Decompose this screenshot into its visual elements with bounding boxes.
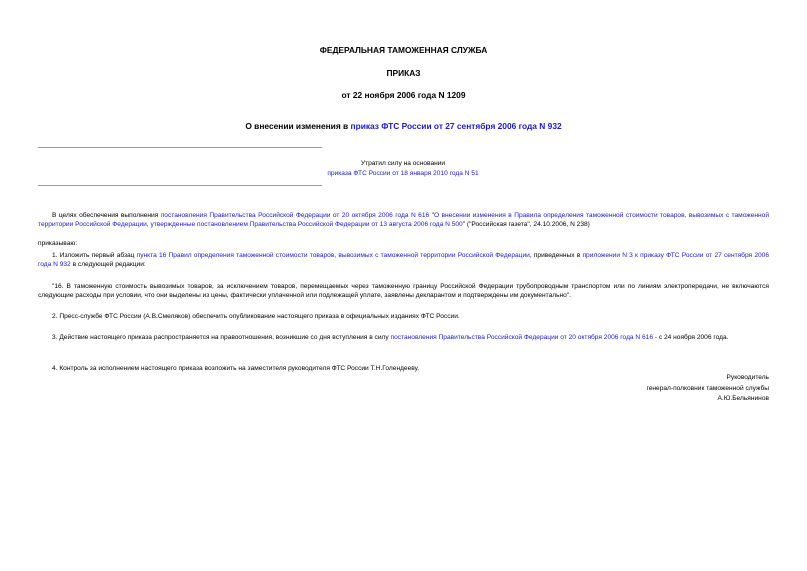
signature-position: Руководитель [726, 374, 769, 381]
government-decree-616-link[interactable]: постановления Правительства Российской Федерации от 20 октября 2006 года N 616 [160, 212, 430, 219]
preamble-paragraph [38, 211, 769, 229]
lost-force-text: Утратил силу на основании [360, 160, 446, 167]
item-3-text-2: - с 24 ноября 2006 года. [653, 334, 729, 341]
preamble-text-3: " ("Российская газета", 24.10.2006, N 238) [462, 221, 590, 228]
item-2-paragraph: 2. Пресс-службе ФТС России (А.В.Смеляков) обеспечить опубликование настоящего приказа в официальных изданиях ФТС России. [52, 313, 460, 320]
item-1-text-2: , приведенных в [529, 252, 583, 259]
document-type-title: ПРИКАЗ [386, 68, 421, 78]
item-3-decree-616-link[interactable]: постановления Правительства Российской Федерации от 20 октября 2006 года N 616 [390, 334, 654, 341]
subject-order-link[interactable]: приказ ФТС России от 27 сентября 2006 года N 932 [350, 121, 562, 131]
order-word: приказываю: [38, 240, 78, 247]
lost-force-notice [290, 159, 516, 179]
quoted-paragraph: "16. В таможенную стоимость вывозимых товаров, за исключением товаров, перемещаемых через таможенную границу Российской Федерации трубопроводным транспортом или по линиям электропередачи, не включаются следующие расходы при условии, что они выделены из цены, фактически уплаченной или подлежащей уплате, заявлены декларантом и подтверждены им документально". [38, 283, 769, 299]
decree-amendment-link[interactable]: О внесении изменения в Правила определения таможенной стоимости товаров, вывозимых с таможенной территории Российской Федерации, утвержденные постановлением Правительства Российской Федерации от 13 августа 2006 года N 500 [38, 212, 770, 228]
item-3-paragraph [38, 333, 769, 342]
document-date-number: от 22 ноября 2006 года N 1209 [341, 90, 466, 100]
divider-top [38, 147, 322, 148]
rules-paragraph-16-link[interactable]: пункта 16 Правил определения таможенной стоимости товаров, вывозимых с таможенной территории Российской Федерации [136, 252, 530, 259]
lost-force-order-link[interactable]: приказа ФТС России от 18 января 2010 года N 51 [327, 170, 479, 177]
item-3-text-1: 3. Действие настоящего приказа распространяется на правоотношения, возникшие со дня вступления в силу [52, 334, 391, 341]
preamble-text-1: В целях обеспечения выполнения [52, 212, 161, 219]
subject-prefix: О внесении изменения в [245, 121, 351, 131]
item-1-text-3: в следующей редакции: [70, 261, 146, 268]
item-1-paragraph [38, 251, 769, 269]
organization-title: ФЕДЕРАЛЬНАЯ ТАМОЖЕННАЯ СЛУЖБА [319, 45, 488, 55]
signature-name: А.Ю.Бельянинов [717, 395, 769, 402]
item-4-paragraph: 4. Контроль за исполнением настоящего приказа возложить на заместителя руководителя ФТС России Т.Н.Голендееву. [52, 365, 420, 372]
appendix-3-link[interactable]: приложении N 3 к приказу ФТС России от 27 сентября 2006 года N 932 [38, 252, 769, 268]
preamble-text-2: " [429, 212, 434, 219]
signature-rank: генерал-полковник таможенной службы [646, 384, 769, 392]
divider-bottom [38, 185, 322, 186]
document-subject [0, 122, 807, 131]
signature-block [646, 373, 769, 405]
item-1-text-1: 1. Изложить первый абзац [52, 252, 137, 259]
